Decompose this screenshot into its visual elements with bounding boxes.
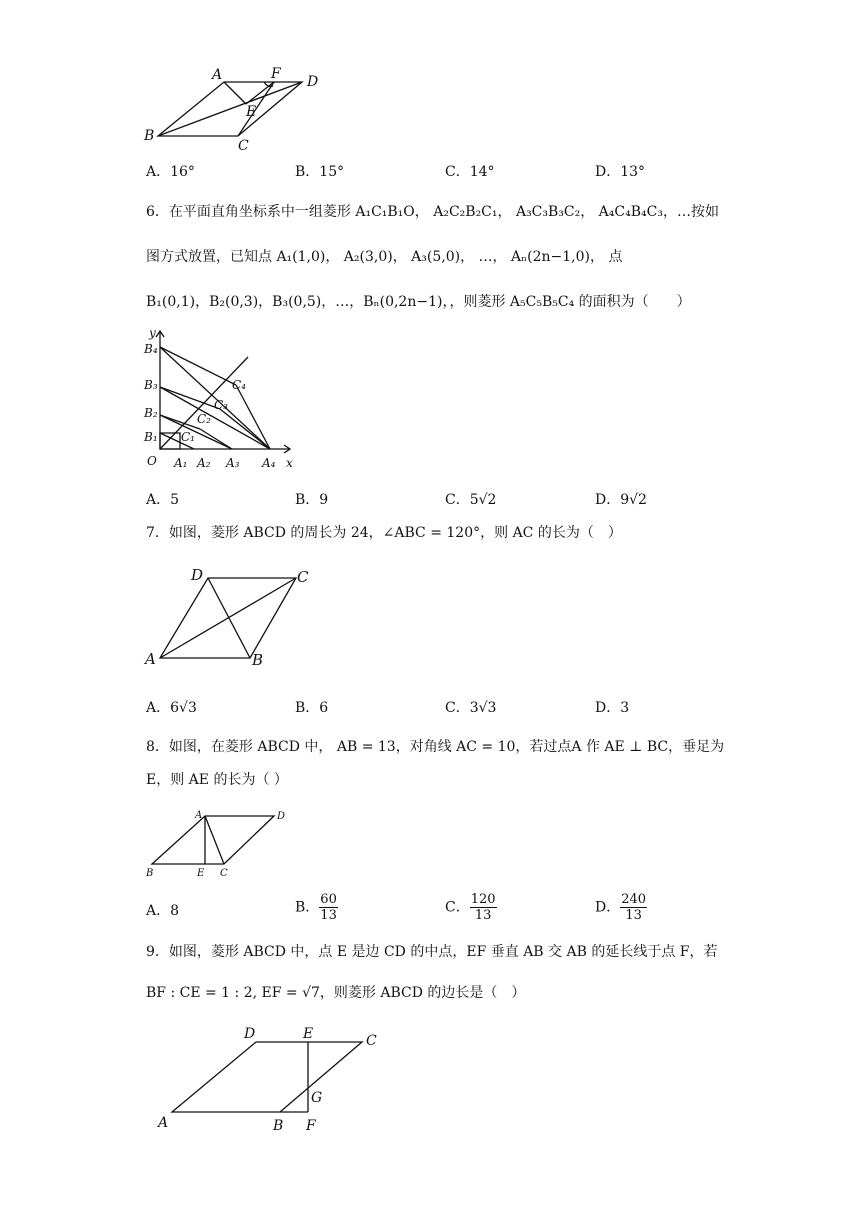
q6-stem-line3: B₁(0,1)，B₂(0,3)，B₃(0,5)，…，Bₙ(0,2n−1)，，则菱形 A₅C₅B₅C₄ 的面积为（ ） xyxy=(146,294,691,310)
q8-option-d[interactable] xyxy=(595,892,647,923)
q5-segment-ae xyxy=(224,82,246,104)
q9-label-a: A xyxy=(158,1115,169,1131)
q8-option-c-fraction xyxy=(470,892,497,923)
q7-option-a[interactable]: A．6√3 xyxy=(146,700,197,716)
q8-option-a[interactable] xyxy=(146,902,179,920)
q7-label-a: A xyxy=(145,650,156,668)
q7-label-b: B xyxy=(252,651,264,669)
q5-label-a: A xyxy=(212,67,223,83)
q6-label-c4: C₄ xyxy=(232,378,246,392)
q6-option-c[interactable]: C．5√2 xyxy=(445,492,497,508)
q8-label-b: B xyxy=(146,868,154,879)
q6-option-b[interactable]: B．9 xyxy=(295,492,329,508)
q7-label-c: C xyxy=(297,568,309,586)
q6-label-b3: B₃ xyxy=(144,378,158,392)
q6-label-b4: B₄ xyxy=(144,342,158,356)
q6-b2-c2 xyxy=(160,415,200,429)
q8-option-d-denominator: 13 xyxy=(625,908,642,923)
q6-coordinate-figure xyxy=(140,323,305,473)
q7-stem: 7．如图，菱形 ABCD 的周长为 24，∠ABC = 120°，则 AC 的长为（ ） xyxy=(146,525,622,541)
q8-option-c-denominator: 13 xyxy=(474,908,492,923)
q8-option-b-denominator: 13 xyxy=(320,908,337,923)
q6-stem-line2: 图方式放置，已知点 A₁(1,0)， A₂(3,0)， A₃(5,0)， …， Aₙ(2n−1,0)， 点 xyxy=(146,249,623,265)
q5-segment-ef xyxy=(246,82,274,104)
q9-stem-line2: BF : CE = 1 : 2, EF = √7，则菱形 ABCD 的边长是（ ） xyxy=(146,985,526,1001)
q6-label-x: x xyxy=(286,456,293,470)
q5-label-e: E xyxy=(246,104,257,120)
q5-label-b: B xyxy=(144,128,155,144)
q5-label-d: D xyxy=(307,74,319,90)
q8-label-e: E xyxy=(197,868,205,879)
q9-label-g: G xyxy=(311,1090,323,1106)
q6-b2-a3 xyxy=(160,415,232,449)
q9-label-b: B xyxy=(273,1118,284,1134)
q8-rhombus-figure xyxy=(140,806,300,880)
q8-option-b-fraction xyxy=(319,892,338,923)
q6-c2-a3 xyxy=(200,429,232,449)
q6-label-o: O xyxy=(147,454,157,468)
q8-label-a: A xyxy=(195,810,203,821)
q8-stem-line1: 8．如图，在菱形 ABCD 中， AB = 13，对角线 AC = 10，若过点A 作 AE ⊥ BC，垂足为 xyxy=(146,739,725,755)
q7-diagonal-bd xyxy=(208,578,250,658)
q7-diagonal-ac xyxy=(160,578,296,658)
q6-label-a1: A₁ xyxy=(174,456,188,470)
q8-option-a-value: 8 xyxy=(170,903,180,919)
q6-option-d[interactable]: D．9√2 xyxy=(595,492,647,508)
q6-b4-c4 xyxy=(160,347,236,385)
q8-label-d: D xyxy=(277,811,286,822)
q5-label-f: F xyxy=(271,66,281,82)
q8-option-b[interactable] xyxy=(295,892,338,923)
q5-option-b[interactable]: B．15° xyxy=(295,164,345,180)
q8-option-c-numerator: 120 xyxy=(470,892,496,907)
q8-rhombus-outline xyxy=(152,816,274,864)
q8-option-c[interactable] xyxy=(445,892,497,923)
q8-option-d-fraction xyxy=(620,892,647,923)
q9-rhombus-outline xyxy=(172,1042,362,1112)
q6-label-b2: B₂ xyxy=(144,406,158,420)
q6-label-c2: C₂ xyxy=(197,412,211,426)
q9-label-c: C xyxy=(366,1033,377,1049)
q9-stem-line1: 9．如图，菱形 ABCD 中，点 E 是边 CD 的中点，EF 垂直 AB 交 AB 的延长线于点 F，若 xyxy=(146,944,718,960)
q5-label-c: C xyxy=(238,138,249,154)
q6-label-a2: A₂ xyxy=(197,456,211,470)
q5-option-c[interactable]: C．14° xyxy=(445,164,495,180)
q5-diagonal-bd xyxy=(158,82,302,136)
q8-stem-line2: E，则 AE 的长为（ ） xyxy=(146,772,288,788)
q6-label-c1: C₁ xyxy=(181,430,195,444)
q9-rhombus-figure xyxy=(150,1022,390,1142)
q6-stem-line1: 6．在平面直角坐标系中一组菱形 A₁C₁B₁O， A₂C₂B₂C₁， A₃C₃B₃C₂， A₄C₄B₄C₃，…按如 xyxy=(146,204,719,220)
q7-label-d: D xyxy=(191,566,204,584)
q6-label-a4: A₄ xyxy=(262,456,276,470)
q9-label-e: E xyxy=(303,1026,314,1042)
q5-rhombus-figure xyxy=(140,62,330,154)
q8-option-b-prefix: B． xyxy=(295,899,320,916)
q9-label-d: D xyxy=(244,1026,256,1042)
q7-option-c[interactable]: C．3√3 xyxy=(445,700,497,716)
q8-option-d-prefix: D． xyxy=(595,899,621,916)
q8-option-a-prefix: A． xyxy=(146,903,171,919)
q6-label-b1: B₁ xyxy=(144,430,158,444)
q8-label-c: C xyxy=(220,868,228,879)
q5-option-a[interactable]: A．16° xyxy=(146,164,195,180)
q8-option-d-numerator: 240 xyxy=(621,892,647,907)
q6-b3-c3 xyxy=(160,387,220,409)
q7-rhombus-figure xyxy=(140,564,320,672)
q6-label-y: y xyxy=(149,326,156,340)
q7-option-b[interactable]: B．6 xyxy=(295,700,329,716)
q8-option-c-prefix: C． xyxy=(445,899,470,916)
q6-label-a3: A₃ xyxy=(226,456,240,470)
q7-option-d[interactable]: D．3 xyxy=(595,700,630,716)
q6-c3-a4 xyxy=(220,409,270,449)
q9-label-f: F xyxy=(306,1118,316,1134)
q8-diagonal-ac xyxy=(205,816,224,864)
q6-label-c3: C₃ xyxy=(214,398,228,412)
q8-option-b-numerator: 60 xyxy=(320,892,337,907)
q6-option-a[interactable]: A．5 xyxy=(146,492,180,508)
q5-option-d[interactable]: D．13° xyxy=(595,164,646,180)
